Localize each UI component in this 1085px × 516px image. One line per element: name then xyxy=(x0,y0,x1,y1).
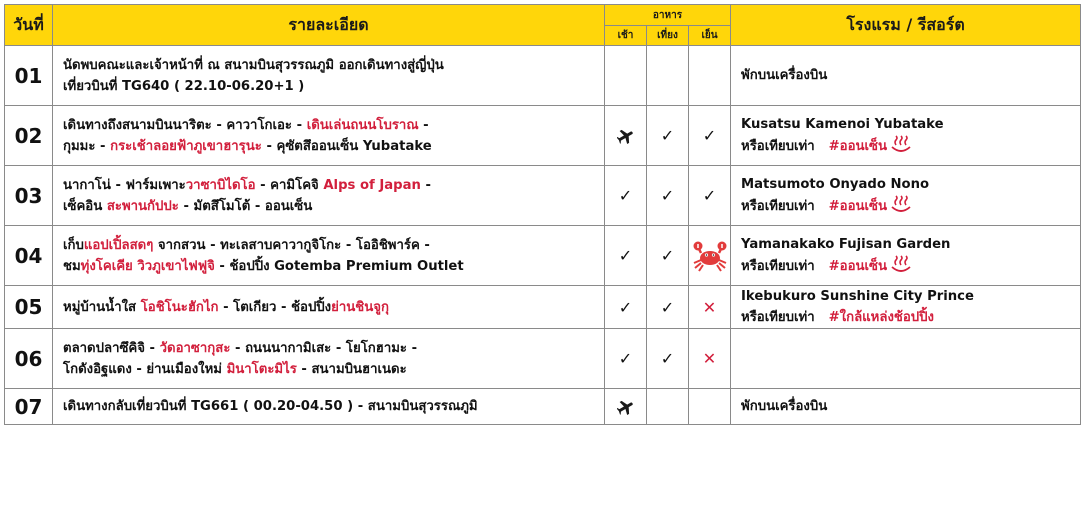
dinner-cell xyxy=(689,166,731,226)
detail-line-1 xyxy=(63,396,594,417)
detail-text: - ช้อปปิ้ง Gotemba Premium Outlet xyxy=(214,258,464,274)
day-detail xyxy=(53,166,605,226)
day-detail xyxy=(53,46,605,106)
check-icon: ✓ xyxy=(618,246,633,265)
dinner-cell xyxy=(689,286,731,329)
detail-text: นากาโน่ - ฟาร์มเพาะ xyxy=(63,177,186,193)
hotel-name: Ikebukuro Sunshine City Prince xyxy=(741,289,974,304)
breakfast-header: เช้า xyxy=(605,26,647,46)
hotel-tag: #ออนเซ็น xyxy=(828,259,888,274)
onsen-icon xyxy=(890,195,912,213)
highlight-text: วัดอาซากุสะ xyxy=(159,340,231,356)
itinerary-table xyxy=(4,4,1081,425)
breakfast-cell xyxy=(605,286,647,329)
detail-text: - ถนนนากามิเสะ - โยโกฮามะ - xyxy=(230,340,418,356)
hotel-note-text: หรือเทียบเท่า xyxy=(741,199,815,214)
detail-text: เดินทางถึงสนามบินนาริตะ - คาวาโกเอะ - xyxy=(63,117,307,133)
detail-text: - xyxy=(418,117,429,133)
cross-icon: ✕ xyxy=(702,297,717,317)
itinerary-row xyxy=(5,46,1081,106)
day-number: 04 xyxy=(5,226,53,286)
hotel-cell xyxy=(731,286,1081,329)
detail-text: - สนามบินฮาเนดะ xyxy=(296,361,407,377)
dinner-cell xyxy=(689,106,731,166)
detail-text: เดินทางกลับเที่ยวบินที่ TG661 ( 00.20-04.50 ) - สนามบินสุวรรณภูมิ xyxy=(63,399,478,414)
itinerary-row xyxy=(5,286,1081,329)
detail-text: เซ็คอิน xyxy=(63,198,107,214)
detail-text: - โตเกียว - ช้อปปิ้ง xyxy=(218,299,332,315)
lunch-cell xyxy=(647,46,689,106)
day-detail xyxy=(53,106,605,166)
check-icon: ✓ xyxy=(660,297,675,317)
day-detail xyxy=(53,329,605,389)
detail-line-2 xyxy=(63,196,594,217)
detail-text: - มัตสึโมโต้ - ออนเซ็น xyxy=(178,198,313,214)
detail-text: เก็บ xyxy=(63,237,84,253)
hotel-note-text: หรือเทียบเท่า xyxy=(741,259,815,274)
detail-line-1 xyxy=(63,297,594,318)
detail-text: ตลาดปลาซึคิจิ - xyxy=(63,340,160,356)
check-icon: ✓ xyxy=(702,186,717,205)
crab-icon xyxy=(692,239,728,273)
table-body xyxy=(5,46,1081,425)
highlight-text: วาซาบิไดโอ xyxy=(185,177,256,193)
hotel-tag: #ออนเซ็น xyxy=(828,139,888,154)
hotel-note-text: หรือเทียบเท่า xyxy=(741,310,815,325)
detail-text: โกดังอิฐแดง - ย่านเมืองใหม่ xyxy=(63,361,227,377)
table-header xyxy=(5,5,1081,46)
detail-line-1 xyxy=(63,55,594,76)
hotel-note-text: หรือเทียบเท่า xyxy=(741,139,815,154)
highlight-text: ย่านชินจูกุ xyxy=(331,299,389,315)
lunch-cell xyxy=(647,226,689,286)
airplane-icon xyxy=(617,127,635,145)
hotel-cell xyxy=(731,329,1081,389)
detail-text: นัดพบคณะและเจ้าหน้าที่ ณ สนามบินสุวรรณภูมิ ออกเดินทางสู่ญี่ปุ่น xyxy=(63,57,444,73)
hotel-note xyxy=(741,255,1070,277)
hotel-name: Yamanakako Fujisan Garden xyxy=(741,237,951,252)
itinerary-row xyxy=(5,226,1081,286)
hotel-name: Kusatsu Kamenoi Yubatake xyxy=(741,117,944,132)
dinner-cell xyxy=(689,389,731,425)
breakfast-cell xyxy=(605,106,647,166)
hotel-header: โรงแรม / รีสอร์ต xyxy=(731,5,1081,46)
check-icon: ✓ xyxy=(660,246,675,265)
detail-line-1 xyxy=(63,338,594,359)
highlight-text: มินาโตะมิไร xyxy=(226,361,297,377)
check-icon: ✓ xyxy=(702,126,717,145)
highlight-text: กระเช้าลอยฟ้าภูเขาฮารุนะ xyxy=(110,138,262,154)
hotel-note xyxy=(741,307,1070,328)
lunch-cell xyxy=(647,106,689,166)
airplane-icon xyxy=(617,398,635,416)
hotel-cell xyxy=(731,389,1081,425)
hotel-note xyxy=(741,65,1070,86)
detail-text: - คามิโคจิ xyxy=(255,177,324,193)
detail-text: จากสวน - ทะเลสาบคาวากูจิโกะ - โออิชิพาร์ค - xyxy=(153,237,430,253)
highlight-text: เดินเล่นถนนโบราณ xyxy=(306,117,419,133)
check-icon: ✓ xyxy=(618,186,633,205)
day-header: วันที่ xyxy=(5,5,53,46)
highlight-text: สะพานกัปปะ xyxy=(106,198,179,214)
breakfast-cell xyxy=(605,389,647,425)
hotel-tag: #ออนเซ็น xyxy=(828,199,888,214)
breakfast-cell xyxy=(605,329,647,389)
detail-text: กุมมะ - xyxy=(63,138,111,154)
itinerary-row xyxy=(5,329,1081,389)
hotel-note xyxy=(741,135,1070,157)
day-number: 03 xyxy=(5,166,53,226)
itinerary-table-wrapper xyxy=(4,4,1080,425)
detail-line-2 xyxy=(63,256,594,277)
dinner-header: เย็น xyxy=(689,26,731,46)
detail-text: - คุซัตสึออนเซ็น Yubatake xyxy=(261,138,432,154)
hotel-note xyxy=(741,396,1070,417)
hotel-cell xyxy=(731,46,1081,106)
lunch-cell xyxy=(647,329,689,389)
detail-text: หมู่บ้านน้ำใส xyxy=(63,299,141,315)
detail-header: รายละเอียด xyxy=(53,5,605,46)
detail-text: - xyxy=(420,177,431,193)
highlight-text: แอปเปิ้ลสดๆ xyxy=(83,237,154,253)
day-number: 01 xyxy=(5,46,53,106)
day-number: 06 xyxy=(5,329,53,389)
highlight-text: โอชิโนะฮักไก xyxy=(140,299,219,315)
dinner-cell xyxy=(689,329,731,389)
day-detail xyxy=(53,286,605,329)
lunch-cell xyxy=(647,286,689,329)
onsen-icon xyxy=(890,255,912,273)
check-icon: ✓ xyxy=(618,349,633,368)
day-number: 02 xyxy=(5,106,53,166)
detail-line-2 xyxy=(63,76,594,97)
detail-line-2 xyxy=(63,136,594,157)
breakfast-cell xyxy=(605,46,647,106)
hotel-tag: #ใกล้แหล่งช้อปปิ้ง xyxy=(828,310,934,325)
check-icon: ✓ xyxy=(660,186,675,205)
hotel-cell xyxy=(731,166,1081,226)
detail-line-2 xyxy=(63,359,594,380)
day-number: 05 xyxy=(5,286,53,329)
day-number: 07 xyxy=(5,389,53,425)
check-icon: ✓ xyxy=(660,349,675,368)
detail-text: ชม xyxy=(63,258,81,274)
hotel-note-text: พักบนเครื่องบิน xyxy=(741,399,828,414)
hotel-cell xyxy=(731,226,1081,286)
hotel-name: Matsumoto Onyado Nono xyxy=(741,177,930,192)
day-detail xyxy=(53,389,605,425)
check-icon: ✓ xyxy=(660,126,675,145)
hotel-cell xyxy=(731,106,1081,166)
dinner-cell xyxy=(689,226,731,286)
highlight-text: Alps of Japan xyxy=(323,177,421,193)
breakfast-cell xyxy=(605,166,647,226)
meals-header: อาหาร xyxy=(605,5,731,26)
breakfast-cell xyxy=(605,226,647,286)
lunch-header: เที่ยง xyxy=(647,26,689,46)
hotel-note xyxy=(741,195,1070,217)
lunch-cell xyxy=(647,166,689,226)
highlight-text: ทุ่งโคเคีย วิวภูเขาไฟฟูจิ xyxy=(80,258,215,274)
lunch-cell xyxy=(647,389,689,425)
cross-icon: ✕ xyxy=(702,349,717,368)
hotel-note-text: พักบนเครื่องบิน xyxy=(741,68,828,83)
detail-line-1 xyxy=(63,115,594,136)
detail-text: เที่ยวบินที่ TG640 ( 22.10-06.20+1 ) xyxy=(63,78,305,94)
onsen-icon xyxy=(890,135,912,153)
day-detail xyxy=(53,226,605,286)
detail-line-1 xyxy=(63,235,594,256)
itinerary-row xyxy=(5,389,1081,425)
itinerary-row xyxy=(5,106,1081,166)
dinner-cell xyxy=(689,46,731,106)
itinerary-row xyxy=(5,166,1081,226)
detail-line-1 xyxy=(63,175,594,196)
check-icon: ✓ xyxy=(618,297,633,317)
